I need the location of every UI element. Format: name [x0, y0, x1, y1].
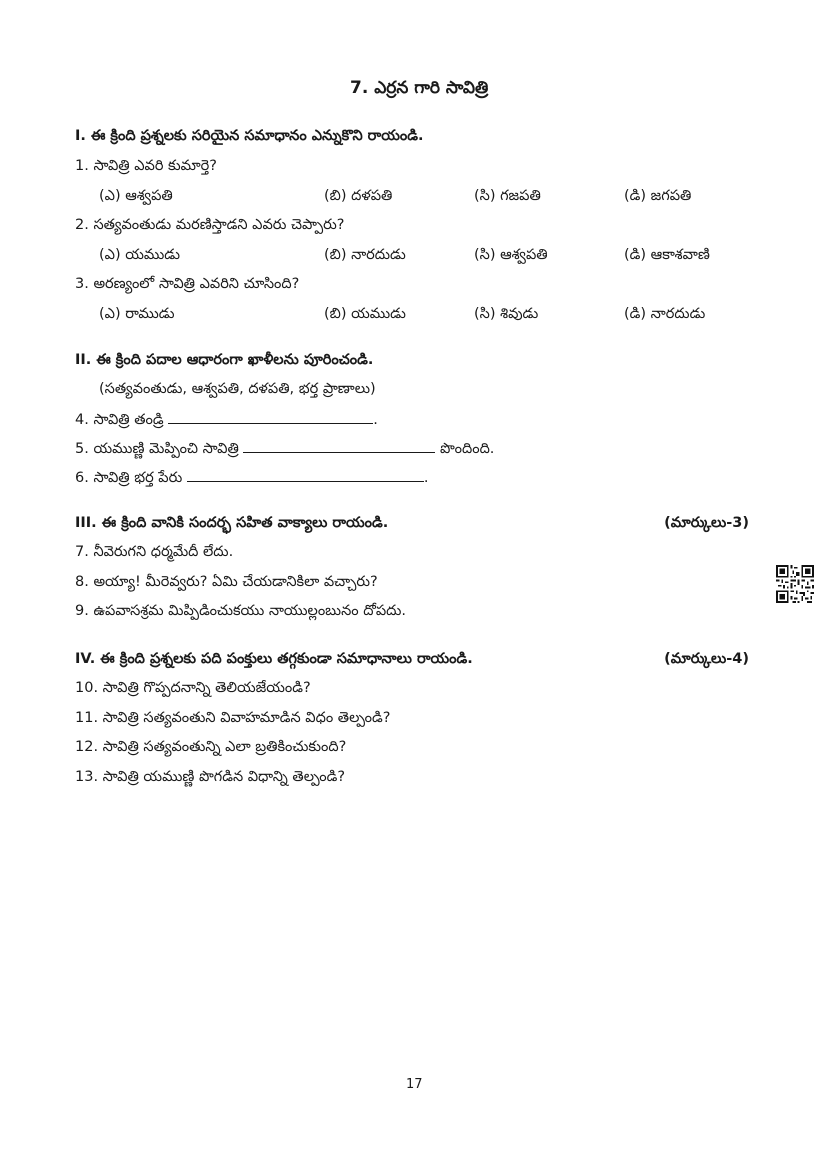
q2-option-b: (బి) నారదుడు: [324, 247, 406, 263]
q6-text: 6. సావిత్రి భర్త పేరు: [75, 470, 183, 486]
question-9: 9. ఉపవాసశ్రమ మిప్పిడించుకయు నాయుల్లంబునం దోపదు.: [75, 603, 406, 619]
section-4-heading: IV. ఈ క్రింది ప్రశ్నలకు పది పంక్తులు తగ్గకుండా సమాధానాలు రాయండి.: [75, 651, 473, 667]
q4-text: 4. సావిత్రి తండ్రి: [75, 412, 164, 428]
q5-text: 5. యముణ్ణి మెప్పించి సావిత్రి: [75, 441, 239, 457]
q1-option-b: (బి) దళపతి: [324, 188, 393, 204]
question-5: [75, 440, 494, 461]
q2-option-c: (సి) ఆశ్వపతి: [474, 247, 548, 263]
q1-option-a: (ఎ) ఆశ్వపతి: [99, 188, 173, 204]
q2-option-a: (ఎ) యముడు: [99, 247, 180, 263]
section-2-heading: II. ఈ క్రింది పదాల ఆధారంగా ఖాళీలను పూరించండి.: [75, 352, 374, 368]
q3-option-c: (సి) శివుడు: [474, 306, 539, 322]
question-13: 13. సావిత్రి యముణ్ణి పొగడిన విధాన్ని తెల్పండి?: [75, 769, 346, 785]
section-4-marks: (మార్కులు-4): [664, 651, 749, 667]
q5-blank[interactable]: [243, 440, 435, 453]
question-7: 7. నీవెరుగని ధర్మమేదీ లేదు.: [75, 544, 234, 560]
q3-option-a: (ఎ) రాముడు: [99, 306, 175, 322]
question-8: 8. అయ్యా! మీరెవ్వరు? ఏమి చేయడానికిలా వచ్చారు?: [75, 574, 378, 590]
section-1-heading: I. ఈ క్రింది ప్రశ్నలకు సరియైన సమాధానం ఎన్నుకొని రాయండి.: [75, 128, 424, 144]
q1-option-c: (సి) గజపతి: [474, 188, 541, 204]
question-12: 12. సావిత్రి సత్యవంతున్ని ఎలా బ్రతికించుకుంది?: [75, 739, 347, 755]
question-11: 11. సావిత్రి సత్యవంతుని వివాహమాడిన విధం తెల్పండి?: [75, 710, 391, 726]
q3-option-d: (డి) నారదుడు: [624, 306, 706, 322]
q6-blank[interactable]: [187, 469, 424, 482]
qr-code-icon: [776, 565, 814, 603]
page-title: 7. ఎర్రన గారి సావిత్రి: [350, 78, 489, 98]
q4-blank[interactable]: [168, 411, 373, 424]
section-3-heading: III. ఈ క్రింది వానికి సందర్భ సహిత వాక్యాలు రాయండి.: [75, 515, 389, 531]
question-2: 2. సత్యవంతుడు మరణిస్తాడని ఎవరు చెప్పారు?: [75, 217, 345, 233]
question-6: [75, 469, 428, 490]
question-3: 3. అరణ్యంలో సావిత్రి ఎవరిని చూసింది?: [75, 276, 300, 292]
q2-option-d: (డి) ఆకాశవాణి: [624, 247, 710, 263]
page-number: 17: [406, 1077, 423, 1092]
q5-end: పొందింది.: [440, 441, 495, 457]
question-4: [75, 411, 378, 432]
word-bank: (సత్యవంతుడు, ఆశ్వపతి, దళపతి, భర్త ప్రాణాలు): [99, 381, 376, 397]
q4-end: .: [373, 412, 378, 428]
q3-option-b: (బి) యముడు: [324, 306, 406, 322]
section-3-marks: (మార్కులు-3): [664, 515, 749, 531]
question-10: 10. సావిత్రి గొప్పదనాన్ని తెలియజేయండి?: [75, 680, 311, 696]
q1-option-d: (డి) జగపతి: [624, 188, 692, 204]
question-1: 1. సావిత్రి ఎవరి కుమార్తె?: [75, 158, 217, 174]
q6-end: .: [423, 470, 429, 486]
